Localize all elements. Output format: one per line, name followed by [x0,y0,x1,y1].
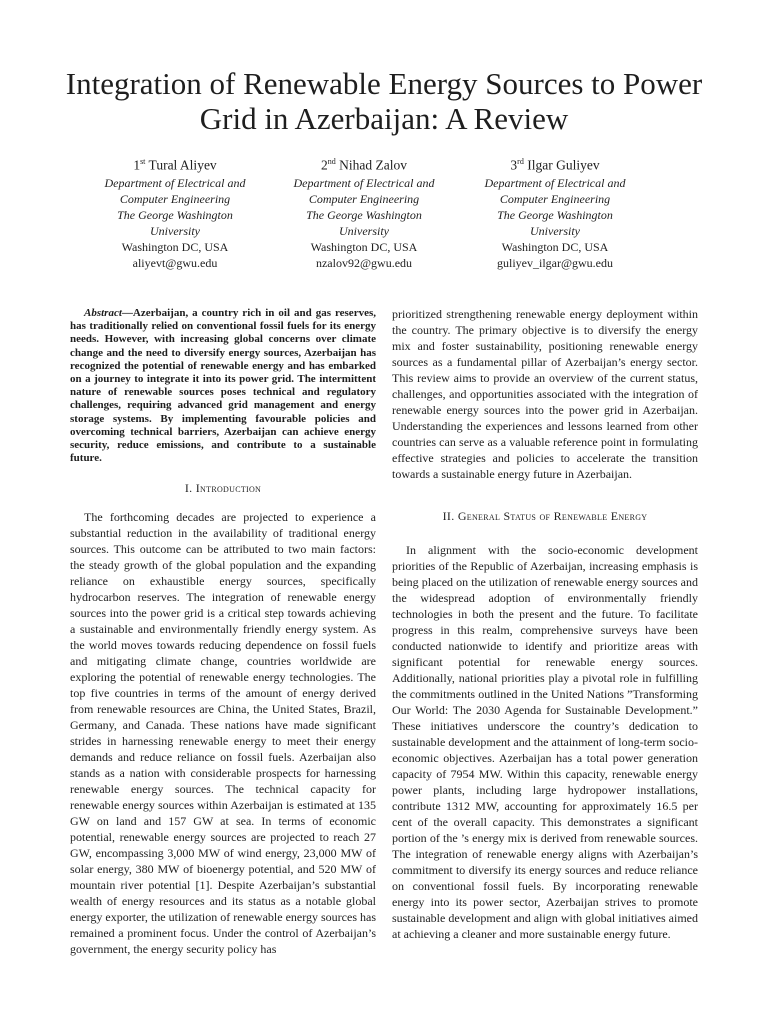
abstract [70,307,376,465]
author-department: Department of Electrical and [484,175,626,190]
abstract-text: —Azerbaijan, a country rich in oil and gas reserves, has traditionally relied on conventional fossil fuels for its energy needs. However, with increasing global concerns over climate change and the need to diversify energy sources, Azerbaijan has recognized the potential of renewable energy and has embarked on a journey to integrate it into its power grid. The intermittent nature of renewable sources poses technical and regulatory challenges, requiring advanced grid management and energy storage systems. By implementing favourable policies and overcoming technical barriers, Azerbaijan can achieve energy security, reduce emissions, and contribute to a sustainable future. [70,307,376,465]
author-name: 3rd Ilgar Guliyev [510,157,600,173]
author-university: University [339,223,389,238]
author-university: University [530,223,580,238]
author-email: aliyevt@gwu.edu [132,255,218,270]
author-email: nzalov92@gwu.edu [315,255,413,270]
paper-title: Integration of Renewable Energy Sources to Power Grid in Azerbaijan: A Review [65,66,703,136]
author-department: Computer Engineering [499,191,611,206]
author-university: The George Washington [117,207,233,222]
author-university: The George Washington [497,207,613,222]
abstract-label: Abstract [84,307,122,319]
right-column [392,306,698,942]
author-department: Computer Engineering [119,191,231,206]
section-heading-introduction: I. Introduction [184,481,262,496]
author-university: The George Washington [306,207,422,222]
author-2 [259,153,469,271]
introduction-continuation: prioritized strengthening renewable energy deployment within the country. The primary objective is to diversify the energy mix and foster sustainability, positioning renewable energy sources as a fundamental pillar of Azerbaijan’s energy sector. This review aims to provide an overview of the current status, challenges, and opportunities associated with the integration of renewable energy sources into the power grid in Azerbaijan. Understanding the experiences and lessons learned from other countries can serve as a valuable reference point in formulating effective strategies and policies to accelerate the transition towards a sustainable energy future in Azerbaijan. [392,307,698,481]
author-department: Computer Engineering [308,191,420,206]
author-email: guliyev_ilgar@gwu.edu [496,255,614,270]
author-university: University [150,223,200,238]
author-name: 1st Tural Aliyev [133,157,217,173]
author-department: Department of Electrical and [104,175,246,190]
general-status-paragraph: In alignment with the socio-economic development priorities of the Republic of Azerbaijan, increasing emphasis is being placed on the utilization of renewable energy sources and the widespread adoption of environmentally friendly technologies in both the present and the future. To facilitate progress in this realm, comprehensive surveys have been conducted nationwide to identify and prioritize areas with significant potential for renewable energy sources. Additionally, national priorities play a pivotal role in fulfilling the commitments outlined in the United Nations ”Transforming Our World: The 2030 Agenda for Sustainable Development.” These initiatives underscore the country’s dedication to sustainable development and the attainment of long-term socio-economic objectives. Azerbaijan has a total power generation capacity of 7954 MW. Within this capacity, renewable energy power plants, including large hydropower installations, contribute 1312 MW, accounting for approximately 16.5 per cent of the overall capacity. This demonstrates a significant portion of the ’s energy mix is derived from renewable sources. The integration of renewable energy aligns with Azerbaijan’s commitment to diversify its energy sources and reduce reliance on conventional fossil fuels. By incorporating renewable energy into its power sector, Azerbaijan strives to promote sustainable development and align with global initiatives aimed at achieving a cleaner and more sustainable energy future. [392,543,698,941]
introduction-paragraph: The forthcoming decades are projected to experience a substantial reduction in the availability of traditional energy sources. This outcome can be attributed to two main factors: the steady growth of the global population and the expanding reliance on exhaustible energy sources, specifically hydrocarbon reserves. The integration of renewable energy sources into the power grid is a critical step towards achieving a sustainable and environmentally friendly energy system. As the world moves towards reducing dependence on fossil fuels and mitigating climate change, countries worldwide are exploring the potential of renewable energy technologies. The top five countries in terms of the amount of energy derived from renewable resources are China, the United States, Brazil, Germany, and Canada. These nations have made significant strides in harnessing renewable energy to meet their energy demands and reduce reliance on fossil fuels. Azerbaijan also stands as a nation with considerable prospects for harnessing renewable energy sources. The technical capacity for renewable energy sources within Azerbaijan is estimated at 135 GW on land and 157 GW at sea. In terms of economic potential, renewable energy sources are projected to reach 27 GW, encompassing 3,000 MW of wind energy, 23,000 MW of solar energy, 380 MW of bioenergy potential, and 520 MW of mountain river potential [1]. Despite Azerbaijan’s substantial wealth of energy resources and its status as a notable global energy exporter, the utilization of renewable energy sources has remained a prominent focus. Under the control of Azerbaijan’s government, the energy security policy has [70,510,376,957]
author-1 [70,153,280,271]
author-location: Washington DC, USA [310,239,418,254]
left-column [70,307,376,957]
author-name: 2nd Nihad Zalov [321,157,407,173]
author-location: Washington DC, USA [501,239,609,254]
author-location: Washington DC, USA [121,239,229,254]
author-3 [450,153,660,271]
section-heading-general-status: II. General Status of Renewable Energy [442,509,648,523]
author-department: Department of Electrical and [293,175,435,190]
